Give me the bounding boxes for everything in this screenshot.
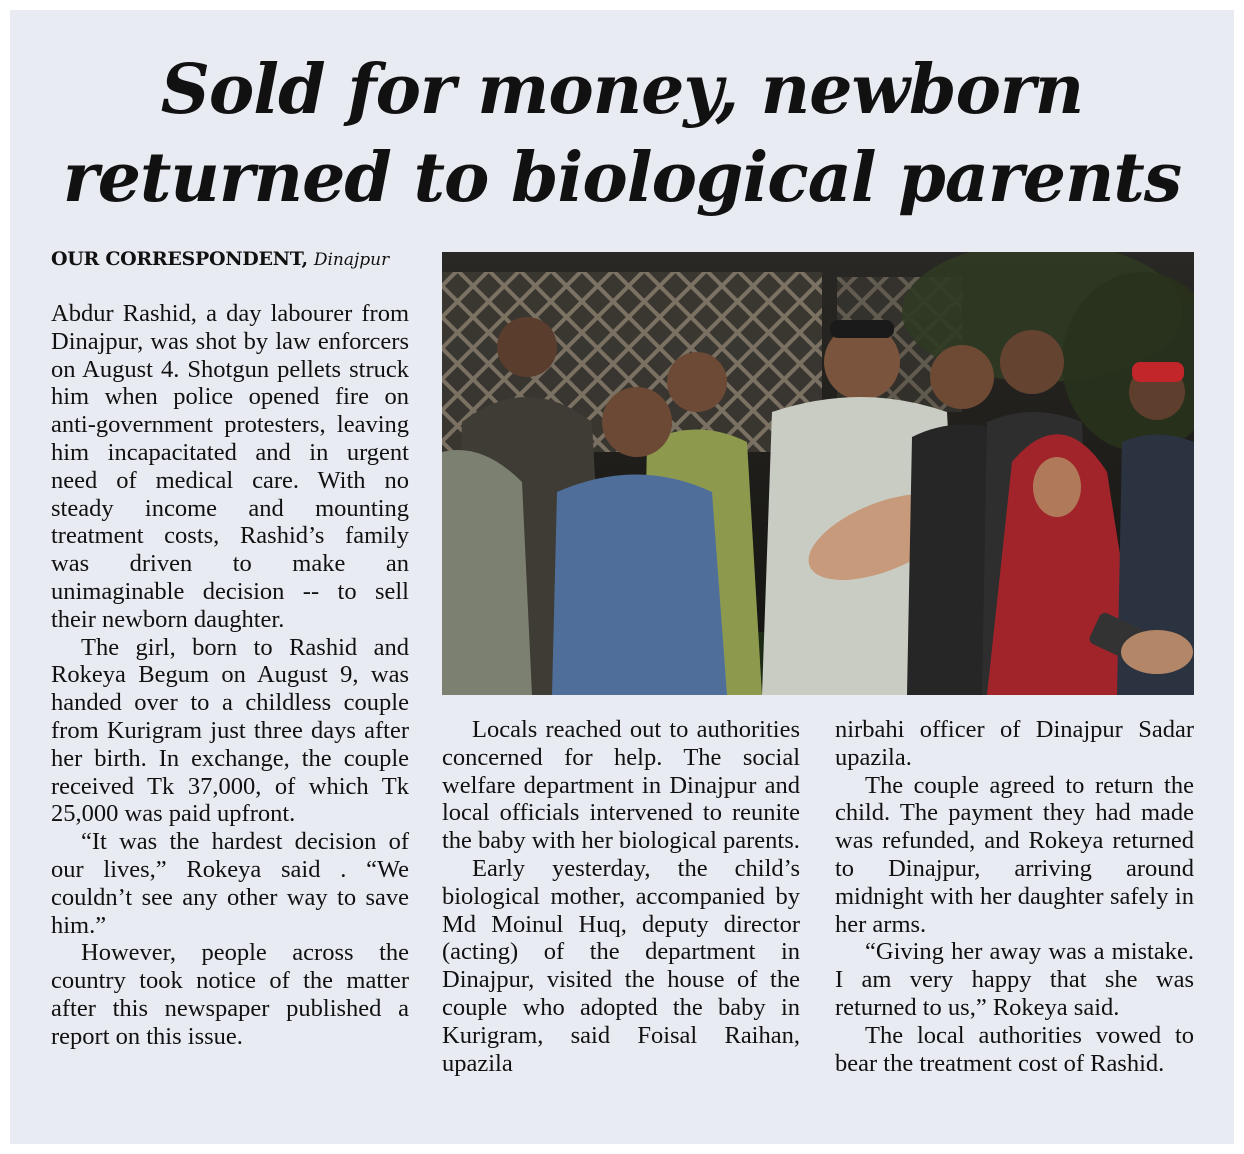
paragraph: However, people across the country took notice of the matter after this newspaper published a report on this issue. xyxy=(51,939,409,1050)
paragraph: Early yesterday, the child’s biological mother, accompanied by Md Moinul Huq, deputy director (acting) of the department in Dinajpur, visited the house of the couple who adopted the baby in Kurigram, said Foisal Raihan, upazila xyxy=(442,854,800,1077)
paragraph: “It was the hardest decision of our lives,” Rokeya said . “We couldn’t see any other way to save him.” xyxy=(51,828,409,939)
headline-line-1: Sold for money, newborn xyxy=(160,50,1084,130)
headline xyxy=(10,46,1234,222)
paragraph: Locals reached out to authorities concerned for help. The social welfare department in Dinajpur and local officials intervened to reunite the baby with her biological parents. xyxy=(442,716,800,855)
article-column-1 xyxy=(51,300,409,1051)
news-photo-illustration xyxy=(442,252,1194,695)
article-column-2 xyxy=(442,716,800,1077)
paragraph: The girl, born to Rashid and Rokeya Begum on August 9, was handed over to a childless couple from Kurigram just three days after her birth. In exchange, the couple received Tk 37,000, of which Tk 25,000 was paid upfront. xyxy=(51,633,409,828)
paragraph: The local authorities vowed to bear the treatment cost of Rashid. xyxy=(835,1021,1194,1077)
newspaper-clipping xyxy=(10,10,1234,1144)
paragraph: “Giving her away was a mistake. I am very happy that she was returned to us,” Rokeya said. xyxy=(835,938,1194,1021)
byline-place: Dinajpur xyxy=(313,250,390,270)
paragraph: Abdur Rashid, a day labourer from Dinajpur, was shot by law enforcers on August 4. Shotgun pellets struck him when police opened fire on anti-government protesters, leaving him incapacitated and in urgent need of medical care. With no steady income and mounting treatment costs, Rashid’s family was driven to make an unimaginable decision -- to sell their newborn daughter. xyxy=(51,300,409,633)
article-column-3 xyxy=(835,716,1194,1077)
byline xyxy=(51,248,389,270)
byline-name: OUR CORRESPONDENT, xyxy=(51,248,308,270)
paragraph: nirbahi officer of Dinajpur Sadar upazila. xyxy=(835,716,1194,771)
headline-line-2: returned to biological parents xyxy=(62,138,1182,218)
news-photo xyxy=(442,252,1194,695)
paragraph: The couple agreed to return the child. The payment they had made was refunded, and Rokeya returned to Dinajpur, arriving around midnight with her daughter safely in her arms. xyxy=(835,771,1194,938)
